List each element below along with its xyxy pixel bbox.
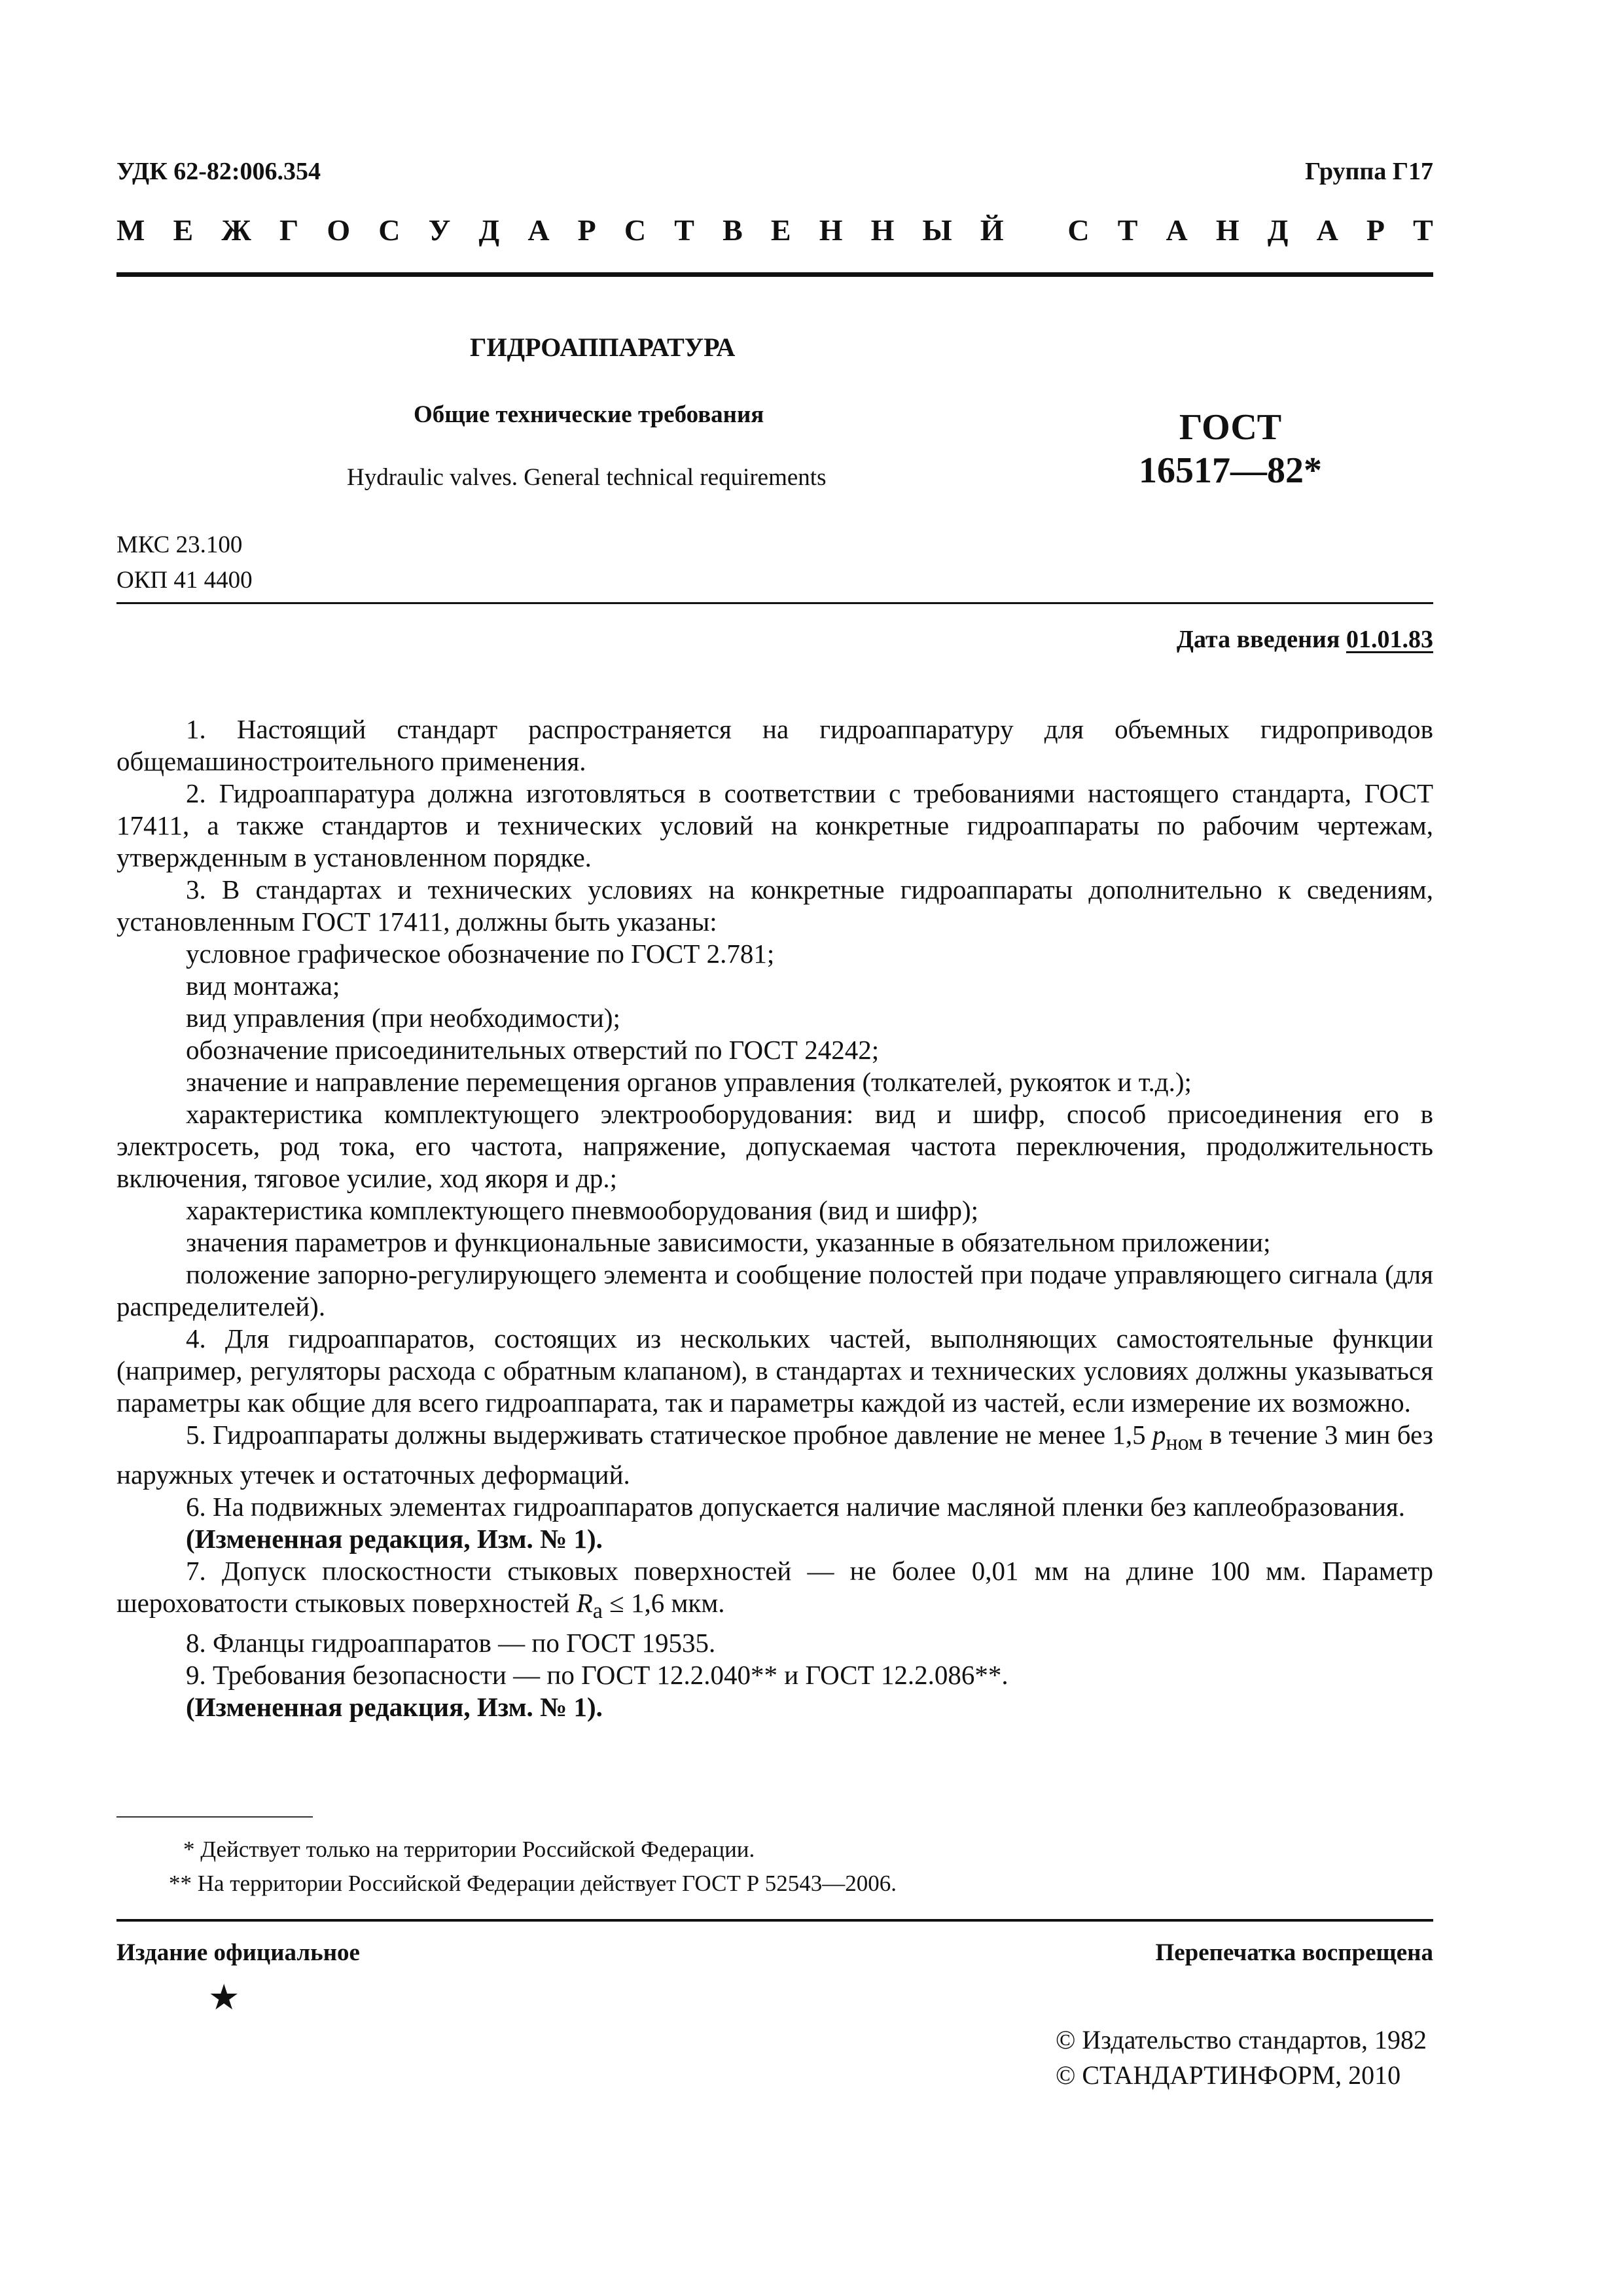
- banner-letter: Т: [1117, 213, 1138, 247]
- header-divider: [116, 272, 1433, 277]
- footnote-2: ** На территории Российской Федерации действует ГОСТ Р 52543—2006.: [169, 1871, 897, 1896]
- mks-code: МКС 23.100: [116, 531, 243, 558]
- list-item: характеристика комплектующего пневмооборудования (вид и шифр);: [186, 1195, 979, 1225]
- list-item: значение и направление перемещения органов управления (толкателей, рукояток и т.д.);: [186, 1067, 1192, 1097]
- okp-code: ОКП 41 4400: [116, 567, 253, 594]
- banner-letter: Т: [1413, 213, 1433, 247]
- footnote-1: * Действует только на территории Российской Федерации.: [183, 1837, 755, 1862]
- list-item: характеристика комплектующего электрооборудования: вид и шифр, способ присоединения его в электросеть, род тока, его частота, напряжение, допускаемая частота переключения, продолжительность включения, тяговое усилие, ход якоря и др.;: [116, 1099, 1433, 1193]
- footer-divider: [116, 1919, 1433, 1922]
- banner-letter: Д: [478, 213, 500, 247]
- gost-code: 16517—82*: [1139, 450, 1322, 491]
- banner-letter: С: [378, 213, 401, 247]
- banner-letter: Д: [1267, 213, 1289, 247]
- banner-letter: М: [116, 213, 145, 247]
- doc-title-english: Hydraulic valves. General technical requirements: [347, 464, 827, 491]
- clause-7-text-end: ≤ 1,6 мкм.: [602, 1588, 725, 1619]
- star-icon: ★: [208, 1978, 240, 2017]
- banner-letter: У: [428, 213, 451, 247]
- group-code: Группа Г17: [1305, 158, 1433, 185]
- gost-number: [1113, 406, 1348, 492]
- banner-letter: Г: [279, 213, 299, 247]
- clause-5-text-end: в течение 3 мин без наружных утечек и остаточных деформаций.: [116, 1420, 1433, 1490]
- clause-4: 4. Для гидроаппаратов, состоящих из нескольких частей, выполняющих самостоятельные функции (например, регуляторы расхода с обратным клапаном), в стандартах и технических условиях должны указываться параметры как общие для всего гидроаппарата, так и параметры каждой из частей, если измерение их возможно.: [116, 1323, 1433, 1418]
- list-item: обозначение присоединительных отверстий по ГОСТ 24242;: [186, 1035, 880, 1065]
- copyright-block: [1056, 2022, 1427, 2093]
- udk-code: УДК 62-82:006.354: [116, 158, 321, 185]
- clause-8: 8. Фланцы гидроаппаратов — по ГОСТ 19535.: [186, 1628, 716, 1659]
- banner-letter: А: [1166, 213, 1188, 247]
- banner-letter: Н: [870, 213, 895, 247]
- revision-note: (Измененная редакция, Изм. № 1).: [186, 1524, 603, 1554]
- document-body: [116, 713, 1433, 1723]
- list-item: положение запорно-регулирующего элемента и сообщение полостей при подаче управляющего сигнала (для распределителей).: [116, 1259, 1433, 1321]
- banner-letter: [1032, 213, 1040, 247]
- banner-letter: Т: [674, 213, 694, 247]
- copyright-2010: © СТАНДАРТИНФОРМ, 2010: [1055, 2060, 1401, 2090]
- banner-letter: С: [1067, 213, 1090, 247]
- banner-letter: Н: [1215, 213, 1240, 247]
- banner-letter: Р: [1366, 213, 1385, 247]
- banner-letter: А: [1316, 213, 1338, 247]
- roughness-symbol: R: [576, 1588, 593, 1619]
- banner-letter: О: [327, 213, 351, 247]
- clause-5-text: 5. Гидроаппараты должны выдерживать статическое пробное давление не менее 1,5: [186, 1420, 1152, 1450]
- classification-codes: [116, 528, 253, 598]
- doc-subtitle: Общие технические требования: [414, 401, 764, 428]
- title-divider: [116, 602, 1433, 604]
- banner-letter: Н: [819, 213, 843, 247]
- gost-label: ГОСТ: [1179, 407, 1282, 448]
- clause-3: 3. В стандартах и технических условиях на конкретные гидроаппараты дополнительно к сведениям, установленным ГОСТ 17411, должны быть указаны:: [116, 874, 1433, 937]
- pressure-symbol: p: [1152, 1420, 1166, 1450]
- list-item: условное графическое обозначение по ГОСТ 2.781;: [186, 939, 775, 969]
- revision-note: (Измененная редакция, Изм. № 1).: [186, 1692, 603, 1723]
- list-item: значения параметров и функциональные зависимости, указанные в обязательном приложении;: [186, 1227, 1271, 1257]
- clause-1: 1. Настоящий стандарт распространяется на гидроаппаратуру для объемных гидроприводов общемашиностроительного применения.: [116, 714, 1433, 776]
- doc-title: ГИДРОАППАРАТУРА: [470, 332, 736, 362]
- clause-9: 9. Требования безопасности — по ГОСТ 12.2.040** и ГОСТ 12.2.086**.: [186, 1660, 1008, 1691]
- banner-letter: Ы: [922, 213, 952, 247]
- banner-letter: В: [722, 213, 743, 247]
- banner-letter: Р: [577, 213, 596, 247]
- introduction-date: [1177, 625, 1433, 654]
- banner-letter: Й: [980, 213, 1004, 247]
- banner-letter: С: [624, 213, 647, 247]
- clause-2: 2. Гидроаппаратура должна изготовляться в соответствии с требованиями настоящего стандарта, ГОСТ 17411, а также стандартов и технических условий на конкретные гидроаппараты по рабочим чертежам, утвержденным в установленном порядке.: [116, 778, 1433, 872]
- roughness-subscript: a: [592, 1599, 603, 1624]
- date-label: Дата введения: [1176, 626, 1346, 653]
- official-edition-label: Издание официальное: [116, 1939, 360, 1966]
- banner-letter: Е: [173, 213, 194, 247]
- footnote-divider: [116, 1816, 313, 1818]
- interstate-standard-banner: [116, 213, 1433, 247]
- list-item: вид монтажа;: [186, 971, 340, 1001]
- banner-letter: Е: [770, 213, 791, 247]
- date-value: 01.01.83: [1346, 626, 1433, 653]
- reprint-prohibited-label: Перепечатка воспрещена: [1155, 1939, 1433, 1966]
- list-item: вид управления (при необходимости);: [186, 1003, 620, 1033]
- pressure-subscript: ном: [1166, 1431, 1203, 1456]
- clause-5: [116, 1419, 1433, 1491]
- clause-6: 6. На подвижных элементах гидроаппаратов допускается наличие масляной пленки без каплеобразования.: [186, 1492, 1406, 1522]
- banner-letter: А: [527, 213, 550, 247]
- clause-7-text: 7. Допуск плоскостности стыковых поверхностей — не более 0,01 мм на длине 100 мм. Параметр шероховатости стыковых поверхностей: [116, 1556, 1433, 1619]
- clause-7: [116, 1555, 1433, 1627]
- copyright-1982: © Издательство стандартов, 1982: [1055, 2025, 1427, 2054]
- banner-letter: Ж: [221, 213, 251, 247]
